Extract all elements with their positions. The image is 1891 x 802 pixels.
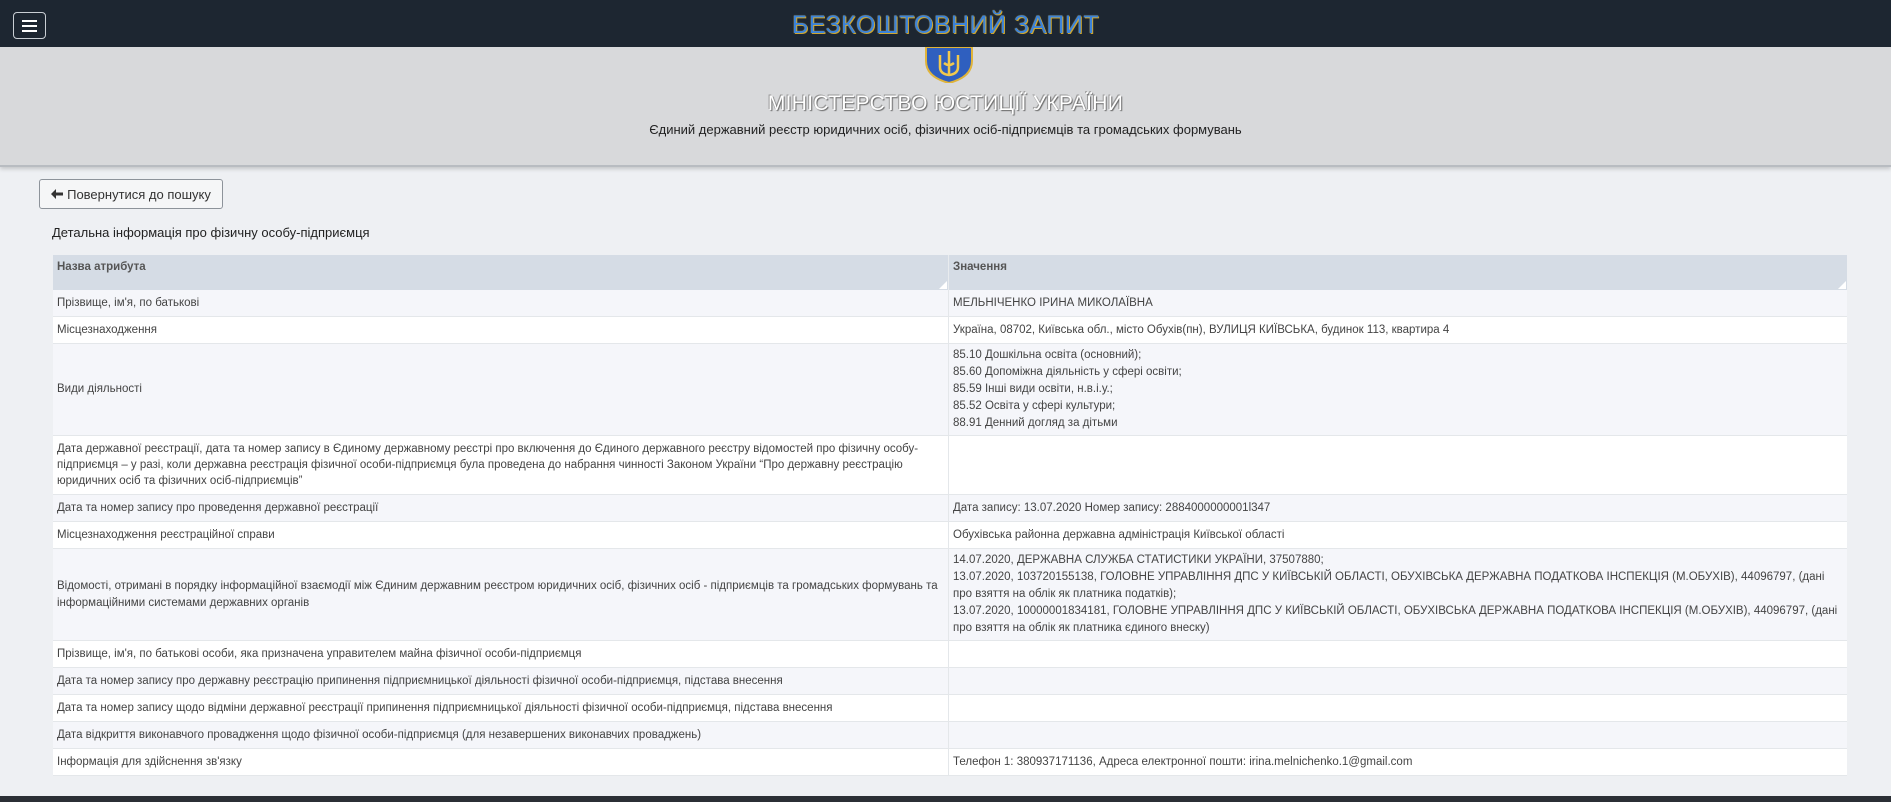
value-cell: 14.07.2020, ДЕРЖАВНА СЛУЖБА СТАТИСТИКИ УКРАЇНИ, 37507880; 13.07.2020, 103720155138, ГОЛОВНЕ УПРАВЛІННЯ ДПС У КИЇВСЬКІЙ ОБЛАСТІ, ОБУХІВСЬКА ДЕРЖАВНА ПОДАТКОВА ІНСПЕКЦІЯ (М.ОБУХІВ), 44096797, (дані про взяття на облік як платника податків); 13.07.2020, 10000001834181, ГОЛОВНЕ УПРАВЛІННЯ ДПС У КИЇВСЬКІЙ ОБЛАСТІ, ОБУХІВСЬКА ДЕРЖАВНА ПОДАТКОВА ІНСПЕКЦІЯ (М.ОБУХІВ), 44096797, (дані про взяття на облік як платника єдиного внеску) [953,554,1838,634]
details-table [53,255,1847,776]
column-header-attribute[interactable]: Назва атрибута [53,255,949,290]
table-row [53,436,1847,495]
attribute-cell: Прізвище, ім'я, по батькові [53,290,949,316]
trident-emblem-icon [922,47,976,83]
value-cell: Обухівська районна державна адміністрація Київської області [953,528,1285,541]
table-row [53,317,1847,344]
table-row [53,549,1847,641]
attribute-cell: Види діяльності [53,344,949,435]
table-header-row [53,255,1847,290]
column-header-value[interactable]: Значення [949,255,1847,290]
value-cell [949,695,1847,721]
attribute-cell: Дата відкриття виконавчого провадження щодо фізичної особи-підприємця (для незавершених виконавчих проваджень) [53,722,949,748]
back-to-search-button[interactable] [39,179,223,209]
value-cell [949,668,1847,694]
registry-name: Єдиний державний реєстр юридичних осіб, фізичних осіб-підприємців та громадських формувань [649,122,1242,137]
table-row [53,641,1847,668]
attribute-cell: Місцезнаходження реєстраційної справи [53,522,949,548]
resize-handle-icon [939,281,947,289]
section-title: Детальна інформація про фізичну особу-підприємця [52,225,370,240]
resize-handle-icon [1838,281,1846,289]
table-row [53,344,1847,436]
attribute-cell: Прізвище, ім'я, по батькові особи, яка призначена управителем майна фізичної особи-підприємця [53,641,949,667]
attribute-cell: Дата та номер запису щодо відміни державної реєстрації припинення підприємницької діяльності фізичної особи-підприємця, підстава внесення [53,695,949,721]
table-row [53,290,1847,317]
ministry-name: МІНІСТЕРСТВО ЮСТИЦІЇ УКРАЇНИ [767,92,1124,115]
table-row [53,522,1847,549]
value-cell: Дата запису: 13.07.2020 Номер запису: 2884000000001l347 [953,501,1271,514]
value-cell [949,722,1847,748]
value-cell [949,436,1847,494]
value-cell: МЕЛЬНІЧЕНКО ІРИНА МИКОЛАЇВНА [953,296,1153,309]
attribute-cell: Дата та номер запису про державну реєстрацію припинення підприємницької діяльності фізичної особи-підприємця, підстава внесення [53,668,949,694]
table-row [53,495,1847,522]
table-row [53,695,1847,722]
value-cell: 85.10 Дошкільна освіта (основний); 85.60 Допоміжна діяльність у сфері освіти; 85.59 Інші види освіти, н.в.і.у.; 85.52 Освіта у сфері культури; 88.91 Денний догляд за дітьми [953,349,1182,429]
top-navbar [0,0,1891,47]
app-title: БЕЗКОШТОВНИЙ ЗАПИТ [791,11,1100,39]
attribute-cell: Місцезнаходження [53,317,949,343]
arrow-left-icon [51,189,63,199]
back-button-label: Повернутися до пошуку [67,186,211,202]
table-row [53,749,1847,776]
value-cell: Україна, 08702, Київська обл., місто Обухів(пн), ВУЛИЦЯ КИЇВСЬКА, будинок 113, квартира 4 [953,323,1450,336]
attribute-cell: Інформація для здійснення зв'язку [53,749,949,775]
table-row [53,668,1847,695]
bottom-bar [0,796,1891,802]
value-cell: Телефон 1: 380937171136, Адреса електронної пошти: irina.melnichenko.1@gmail.com [953,755,1413,768]
table-row [53,722,1847,749]
attribute-cell: Дата та номер запису про проведення державної реєстрації [53,495,949,521]
attribute-cell: Дата державної реєстрації, дата та номер запису в Єдиному державному реєстрі про включення до Єдиного державного реєстру відомостей про фізичну особу-підприємця – у разі, коли державна реєстрація фізичної особи-підприємця була проведена до набрання чинності Законом України “Про державну реєстрацію юридичних осіб та фізичних осіб-підприємців” [53,436,949,494]
attribute-cell: Відомості, отримані в порядку інформаційної взаємодії між Єдиним державним реєстром юридичних осіб, фізичних осіб - підприємців та громадських формувань та інформаційними системами державних органів [53,549,949,640]
value-cell [949,641,1847,667]
page-header [0,47,1891,167]
